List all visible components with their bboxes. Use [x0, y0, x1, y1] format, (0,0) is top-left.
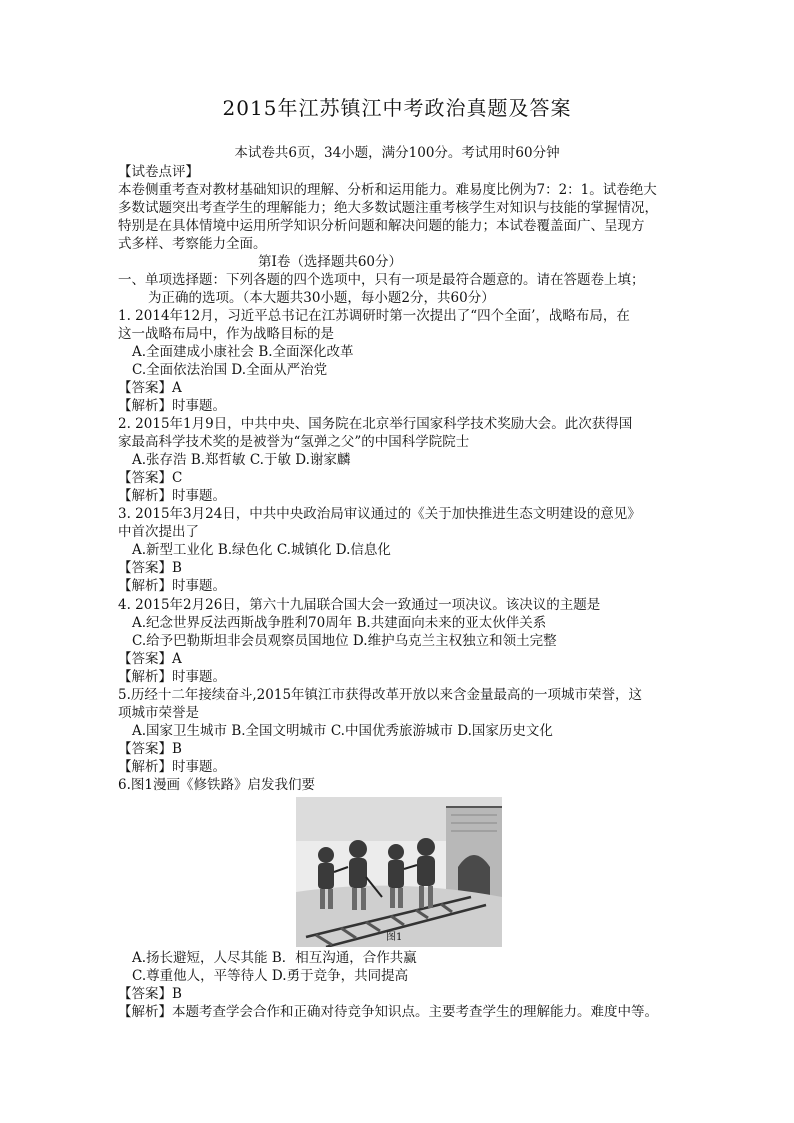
- analysis: 【解析】时事题。: [118, 669, 226, 685]
- question-options: A.扬长避短，人尽其能 B．相互沟通，合作共赢: [132, 950, 417, 966]
- analysis: 【解析】时事题。: [118, 578, 226, 594]
- review-line: 多数试题突出考查学生的理解能力；绝大多数试题注重考核学生对知识与技能的掌握情况，: [118, 200, 658, 216]
- figure-caption: 图1: [386, 932, 403, 943]
- analysis: 【解析】时事题。: [118, 488, 226, 504]
- question-stem: 1. 2014年12月，习近平总书记在江苏调研时第一次提出了“四个全面’，战略布局，在: [118, 308, 630, 324]
- answer: 【答案】A: [118, 380, 182, 396]
- question-stem: 这一战略布局中，作为战略目标的是: [118, 326, 334, 342]
- question-options: A.新型工业化 B.绿色化 C.城镇化 D.信息化: [132, 542, 391, 558]
- analysis: 【解析】时事题。: [118, 398, 226, 414]
- question-stem: 4. 2015年2月26日，第六十九届联合国大会一致通过一项决议。该决议的主题是: [118, 597, 601, 613]
- question-stem: 项城市荣誉是: [118, 705, 199, 721]
- cartoon-figure: [296, 797, 502, 947]
- exam-info: 本试卷共6页，34小题，满分100分。考试用时60分钟: [234, 145, 560, 161]
- review-line: 式多样、考察能力全面。: [118, 236, 267, 252]
- question-options: C.给予巴勒斯坦非会员观察员国地位 D.维护乌克兰主权独立和领土完整: [132, 633, 557, 649]
- answer: 【答案】A: [118, 651, 182, 667]
- section-title: 第Ⅰ卷（选择题共60分）: [258, 254, 403, 270]
- analysis: 【解析】本题考查学会合作和正确对待竞争知识点。主要考查学生的理解能力。难度中等。: [118, 1004, 658, 1020]
- question-options: A.张存浩 B.郑哲敏 C.于敏 D.谢家麟: [132, 452, 351, 468]
- analysis: 【解析】时事题。: [118, 759, 226, 775]
- answer: 【答案】B: [118, 986, 182, 1002]
- review-label: 【试卷点评】: [118, 164, 199, 180]
- question-stem: 5.历经十二年接续奋斗,2015年镇江市获得改革开放以来含金量最高的一项城市荣誉，这: [118, 687, 643, 703]
- question-options: A.国家卫生城市 B.全国文明城市 C.中国优秀旅游城市 D.国家历史文化: [132, 723, 553, 739]
- question-options: C.全面依法治国 D.全面从严治党: [132, 362, 328, 378]
- question-stem: 中首次提出了: [118, 524, 199, 540]
- question-options: A.纪念世界反法西斯战争胜利70周年 B.共建面向未来的亚太伙伴关系: [132, 615, 547, 631]
- instruction-line: 为正确的选项。（本大题共30小题，每小题2分，共60分）: [148, 290, 495, 306]
- answer: 【答案】C: [118, 470, 183, 486]
- question-options: A.全面建成小康社会 B.全面深化改革: [132, 344, 354, 360]
- review-line: 本卷侧重考查对教材基础知识的理解、分析和运用能力。难易度比例为7：2：1。试卷绝大: [118, 182, 657, 198]
- page-title: 2015年江苏镇江中考政治真题及答案: [222, 96, 572, 120]
- question-stem: 6.图1漫画《修铁路》启发我们要: [118, 777, 315, 793]
- answer: 【答案】B: [118, 741, 182, 757]
- question-options: C.尊重他人，平等待人 D.勇于竞争，共同提高: [132, 968, 409, 984]
- answer: 【答案】B: [118, 560, 182, 576]
- question-stem: 3. 2015年3月24日，中共中央政治局审议通过的《关于加快推进生态文明建设的意见》: [118, 506, 641, 522]
- review-line: 特别是在具体情境中运用所学知识分析问题和解决问题的能力；本试卷覆盖面广、呈现方: [118, 218, 645, 234]
- instruction-line: 一、单项选择题：下列各题的四个选项中，只有一项是最符合题意的。请在答题卷上填；: [118, 272, 645, 288]
- question-stem: 家最高科学技术奖的是被誉为“氢弹之父”的中国科学院院士: [118, 434, 470, 450]
- question-stem: 2. 2015年1月9日，中共中央、国务院在北京举行国家科学技术奖励大会。此次获得国: [118, 416, 633, 432]
